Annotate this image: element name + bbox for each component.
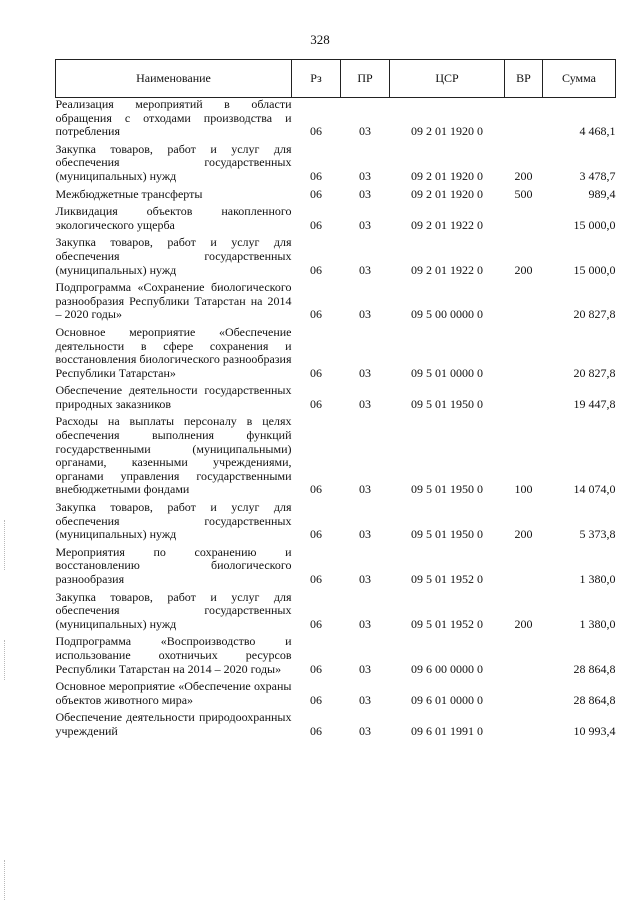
row-csr: 09 6 01 1991 0 — [411, 723, 483, 738]
row-name: Закупка товаров, работ и услуг для обеспечения государственных (муниципальных) нужд — [55, 589, 292, 631]
scan-margin-dots — [4, 860, 6, 900]
budget-table — [55, 59, 616, 743]
row-vr — [505, 98, 543, 143]
row-rz: 06 — [310, 262, 322, 277]
scan-margin-dots — [4, 640, 6, 680]
table-row — [56, 188, 616, 206]
page-number: 328 — [310, 32, 330, 47]
row-sum: 10 993,4 — [573, 723, 616, 738]
row-sum: 4 468,1 — [579, 124, 616, 139]
row-pr: 03 — [359, 661, 371, 676]
table-row — [56, 205, 616, 236]
row-sum: 989,4 — [588, 186, 616, 201]
table-row — [56, 415, 616, 501]
row-vr — [505, 680, 543, 711]
table-row — [56, 591, 616, 636]
row-vr — [505, 384, 543, 415]
row-pr: 03 — [359, 527, 371, 542]
row-vr — [505, 635, 543, 680]
row-pr: 03 — [359, 692, 371, 707]
row-csr: 09 5 01 1950 0 — [411, 482, 483, 497]
row-rz: 06 — [310, 307, 322, 322]
row-name: Закупка товаров, работ и услуг для обеспечения государственных (муниципальных) нужд — [55, 235, 292, 277]
row-rz: 06 — [310, 186, 322, 201]
row-sum: 1 380,0 — [579, 572, 616, 586]
row-csr: 09 2 01 1920 0 — [411, 186, 483, 201]
column-header-csr: ЦСР — [390, 60, 505, 98]
table-row — [56, 281, 616, 326]
row-pr: 03 — [359, 396, 371, 411]
row-rz: 06 — [310, 616, 322, 631]
table-row — [56, 326, 616, 384]
row-vr: 500 — [514, 186, 533, 201]
row-csr: 09 2 01 1922 0 — [411, 262, 483, 277]
row-pr: 03 — [359, 307, 371, 322]
row-name: Подпрограмма «Сохранение биологического разнообразия Республики Татарстан на 2014 – 2020 годы» — [55, 280, 292, 322]
row-pr: 03 — [359, 572, 371, 586]
column-header-name: Наименование — [56, 60, 292, 98]
row-rz: 06 — [310, 723, 322, 738]
row-csr: 09 6 01 0000 0 — [411, 692, 483, 707]
row-sum: 1 380,0 — [579, 616, 616, 631]
table-row — [56, 546, 616, 591]
row-vr: 200 — [514, 527, 533, 542]
row-pr: 03 — [359, 616, 371, 631]
row-csr: 09 5 01 1952 0 — [411, 572, 483, 586]
row-csr: 09 2 01 1920 0 — [411, 124, 483, 139]
table-row — [56, 384, 616, 415]
row-sum: 5 373,8 — [579, 527, 616, 542]
row-vr — [505, 546, 543, 591]
table-row — [56, 98, 616, 143]
row-vr — [505, 326, 543, 384]
table-row — [56, 236, 616, 281]
row-name: Ликвидация объектов накопленного экологического ущерба — [55, 204, 292, 232]
row-vr — [505, 281, 543, 326]
row-rz: 06 — [310, 365, 322, 380]
row-rz: 06 — [310, 692, 322, 707]
row-sum: 20 827,8 — [573, 365, 616, 380]
row-rz: 06 — [310, 661, 322, 676]
row-csr: 09 5 00 0000 0 — [411, 307, 483, 322]
table-row — [56, 680, 616, 711]
row-pr: 03 — [359, 365, 371, 380]
row-sum: 14 074,0 — [573, 482, 616, 497]
row-name: Мероприятия по сохранению и восстановлению биологического разнообразия — [55, 544, 292, 586]
row-csr: 09 2 01 1920 0 — [411, 168, 483, 183]
row-rz: 06 — [310, 217, 322, 232]
row-name: Подпрограмма «Воспроизводство и использование охотничьих ресурсов Республики Татарстан на 2014 – 2020 годы» — [55, 634, 292, 676]
row-sum: 3 478,7 — [579, 168, 616, 183]
row-csr: 09 6 00 0000 0 — [411, 661, 483, 676]
row-name: Основное мероприятие «Обеспечение деятельности в сфере сохранения и восстановления биологического разнообразия Республики Татарстан» — [55, 324, 292, 380]
row-pr: 03 — [359, 482, 371, 497]
row-name: Обеспечение деятельности государственных природных заказников — [55, 383, 292, 411]
row-rz: 06 — [310, 396, 322, 411]
row-csr: 09 5 01 1952 0 — [411, 616, 483, 631]
row-pr: 03 — [359, 186, 371, 201]
row-sum: 15 000,0 — [573, 262, 616, 277]
row-pr: 03 — [359, 124, 371, 139]
row-sum: 15 000,0 — [573, 217, 616, 232]
column-header-pr: ПР — [341, 60, 390, 98]
row-pr: 03 — [359, 168, 371, 183]
row-csr: 09 5 01 1950 0 — [411, 396, 483, 411]
column-header-vr: ВР — [505, 60, 543, 98]
row-name: Расходы на выплаты персоналу в целях обеспечения выполнения функций государственными (муниципальными) органами, казенными учреждениями, органами управления государственными внебюджетными фондами — [55, 414, 292, 497]
row-sum: 20 827,8 — [573, 307, 616, 322]
row-vr — [505, 711, 543, 742]
table-row — [56, 635, 616, 680]
row-pr: 03 — [359, 723, 371, 738]
row-name: Обеспечение деятельности природоохранных учреждений — [55, 710, 292, 738]
row-pr: 03 — [359, 262, 371, 277]
row-csr: 09 5 01 1950 0 — [411, 527, 483, 542]
row-rz: 06 — [310, 168, 322, 183]
scan-margin-dots — [4, 520, 6, 570]
table-row — [56, 711, 616, 742]
column-header-sum: Сумма — [543, 60, 616, 98]
row-name: Закупка товаров, работ и услуг для обеспечения государственных (муниципальных) нужд — [55, 141, 292, 183]
row-sum: 19 447,8 — [573, 396, 616, 411]
row-sum: 28 864,8 — [573, 692, 616, 707]
row-csr: 09 2 01 1922 0 — [411, 217, 483, 232]
row-vr: 100 — [514, 482, 533, 497]
table-row — [56, 143, 616, 188]
row-vr: 200 — [514, 262, 533, 277]
row-vr — [505, 205, 543, 236]
row-rz: 06 — [310, 482, 322, 497]
column-header-rz: Рз — [292, 60, 341, 98]
row-vr: 200 — [514, 168, 533, 183]
row-pr: 03 — [359, 217, 371, 232]
row-name: Реализация мероприятий в области обращения с отходами производства и потребления — [55, 97, 292, 139]
row-rz: 06 — [310, 124, 322, 139]
row-sum: 28 864,8 — [573, 661, 616, 676]
row-name: Основное мероприятие «Обеспечение охраны объектов животного мира» — [55, 679, 292, 707]
row-name: Закупка товаров, работ и услуг для обеспечения государственных (муниципальных) нужд — [55, 500, 292, 542]
row-name: Межбюджетные трансферты — [55, 186, 203, 201]
table-row — [56, 501, 616, 546]
row-rz: 06 — [310, 527, 322, 542]
table-header-row — [56, 60, 616, 98]
row-vr: 200 — [514, 616, 533, 631]
row-csr: 09 5 01 0000 0 — [411, 365, 483, 380]
row-rz: 06 — [310, 572, 322, 586]
